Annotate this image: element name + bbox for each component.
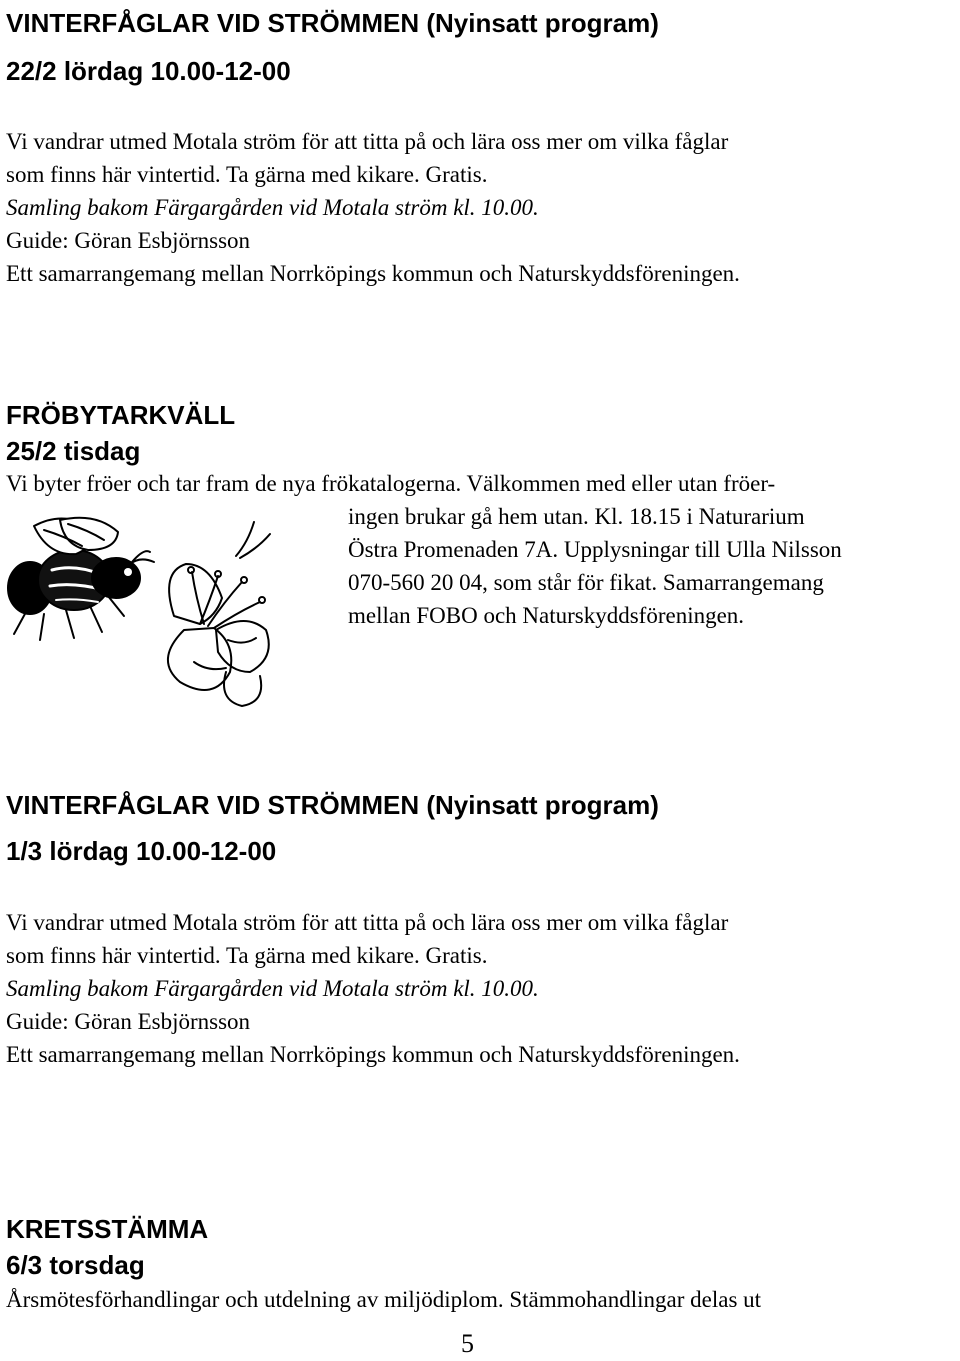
event-2-title: FRÖBYTARKVÄLL bbox=[6, 400, 236, 430]
event-1-guide: Guide: Göran Esbjörnsson bbox=[6, 228, 251, 253]
event-1-meeting-point: Samling bakom Färgargården vid Motala ström kl. 10.00. bbox=[6, 195, 539, 220]
event-4-title: KRETSSTÄMMA bbox=[6, 1214, 209, 1244]
event-3-line-2: som finns här vintertid. Ta gärna med kikare. Gratis. bbox=[6, 943, 488, 968]
event-3-date: 1/3 lördag 10.00-12-00 bbox=[6, 836, 277, 866]
event-3-organizers: Ett samarrangemang mellan Norrköpings kommun och Naturskyddsföreningen. bbox=[6, 1042, 740, 1067]
event-3-meeting-point: Samling bakom Färgargården vid Motala ström kl. 10.00. bbox=[6, 976, 539, 1001]
bee-and-flower-icon bbox=[4, 512, 334, 708]
event-1-line-2: som finns här vintertid. Ta gärna med kikare. Gratis. bbox=[6, 162, 488, 187]
page-number: 5 bbox=[461, 1329, 474, 1358]
event-3-line-1: Vi vandrar utmed Motala ström för att titta på och lära oss mer om vilka fåglar bbox=[6, 910, 729, 935]
event-3-title: VINTERFÅGLAR VID STRÖMMEN (Nyinsatt program) bbox=[6, 790, 659, 820]
event-1-date: 22/2 lördag 10.00-12-00 bbox=[6, 56, 291, 86]
event-2-line-1: Vi byter fröer och tar fram de nya frökatalogerna. Välkommen med eller utan fröer- bbox=[6, 471, 776, 496]
event-2-line-2: ingen brukar gå hem utan. Kl. 18.15 i Naturarium bbox=[348, 504, 805, 529]
event-4-line-1: Årsmötesförhandlingar och utdelning av miljödiplom. Stämmohandlingar delas ut bbox=[6, 1287, 762, 1312]
event-1-line-1: Vi vandrar utmed Motala ström för att titta på och lära oss mer om vilka fåglar bbox=[6, 129, 729, 154]
event-1-organizers: Ett samarrangemang mellan Norrköpings kommun och Naturskyddsföreningen. bbox=[6, 261, 740, 286]
event-2-line-3: Östra Promenaden 7A. Upplysningar till Ulla Nilsson bbox=[348, 537, 842, 562]
event-3-guide: Guide: Göran Esbjörnsson bbox=[6, 1009, 251, 1034]
event-1-title: VINTERFÅGLAR VID STRÖMMEN (Nyinsatt program) bbox=[6, 8, 659, 38]
event-2-line-5: mellan FOBO och Naturskyddsföreningen. bbox=[348, 603, 745, 628]
event-4-date: 6/3 torsdag bbox=[6, 1250, 145, 1280]
event-2-date: 25/2 tisdag bbox=[6, 436, 141, 466]
event-2-line-4: 070-560 20 04, som står för fikat. Samarrangemang bbox=[348, 570, 824, 595]
